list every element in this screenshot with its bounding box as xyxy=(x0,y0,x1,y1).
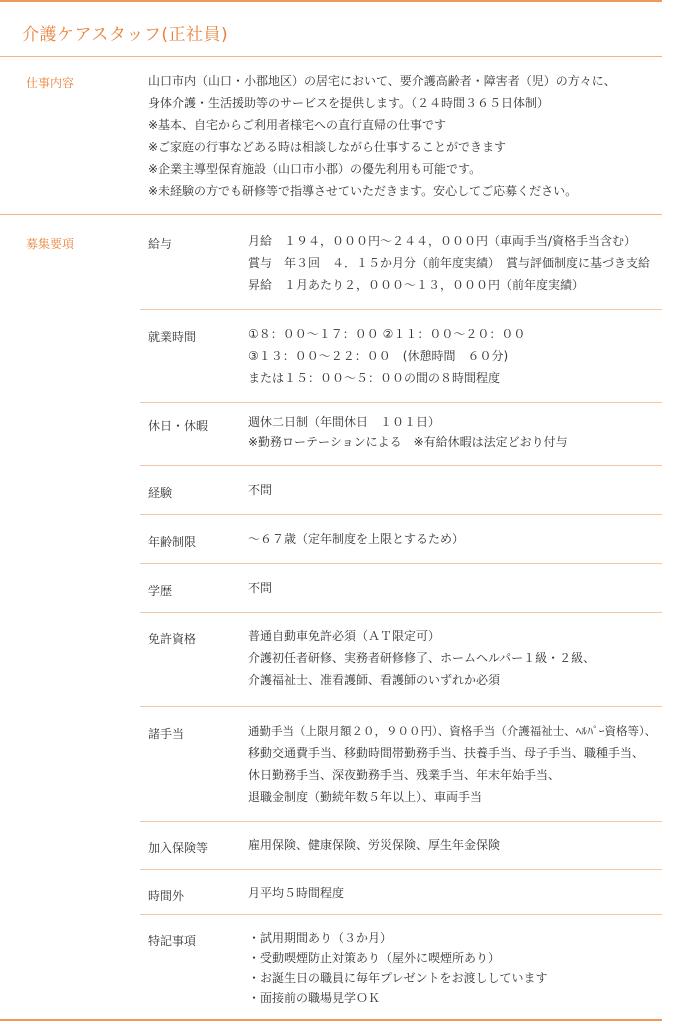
work-line: 山口市内（山口・小郡地区）の居宅において、要介護高齢者・障害者（児）の方々に、 xyxy=(148,74,616,88)
row-value-insurance xyxy=(248,834,500,856)
row-value-overtime xyxy=(248,882,344,904)
row-label-allowances: 諸手当 xyxy=(148,727,185,741)
row-value-age-limit xyxy=(248,528,464,550)
value-line: 不問 xyxy=(248,581,273,595)
value-line: 雇用保険、健康保険、労災保険、厚生年金保険 xyxy=(248,838,501,852)
value-line: 普通自動車免許必須（ＡＴ限定可） xyxy=(248,629,441,643)
row-label-holidays: 休日・休暇 xyxy=(148,419,209,433)
top-divider xyxy=(0,0,662,2)
work-line: ※ご家庭の行事などある時は相談しながら仕事することができます xyxy=(148,140,507,154)
row-label-hours: 就業時間 xyxy=(148,330,197,344)
value-line: 移動交通費手当、移動時間帯勤務手当、扶養手当、母子手当、職種手当、 xyxy=(248,746,645,760)
value-line: ・面接前の職場見学ＯＫ xyxy=(248,991,381,1005)
value-line: 月平均５時間程度 xyxy=(248,886,345,900)
row-divider xyxy=(140,869,662,870)
bottom-divider xyxy=(0,1019,662,1021)
row-label-education: 学歴 xyxy=(148,584,173,598)
work-line: 身体介護・生活援助等のサービスを提供します。（２４時間３６５日体制） xyxy=(148,96,550,110)
value-line: ③１３：００〜２２：００ (休憩時間 ６０分) xyxy=(248,349,509,363)
row-divider xyxy=(140,465,662,466)
value-line: または１５：００〜５：００の間の８時間程度 xyxy=(248,371,501,385)
value-line: 退職金制度（勤続年数５年以上）、車両手当 xyxy=(248,790,483,804)
row-value-holidays xyxy=(248,412,568,452)
row-value-allowances xyxy=(248,720,656,808)
row-value-licenses xyxy=(248,625,595,691)
row-divider xyxy=(140,914,662,915)
row-label-overtime: 時間外 xyxy=(148,889,185,903)
row-divider xyxy=(140,402,662,403)
value-line: 不問 xyxy=(248,483,273,497)
work-line: ※企業主導型保育施設（山口市小郡）の優先利用も可能です。 xyxy=(148,162,482,176)
row-label-age-limit: 年齢制限 xyxy=(148,535,197,549)
work-line: ※未経験の方でも研修等で指導させていただきます。安心してご応募ください。 xyxy=(148,184,578,198)
value-line: ①８：００〜１７：００ ②１１：００〜２０：００ xyxy=(248,327,526,341)
value-line: ※勤務ローテーションによる ※有給休暇は法定どおり付与 xyxy=(248,435,568,449)
work-line: ※基本、自宅からご利用者様宅への直行直帰の仕事です xyxy=(148,118,447,132)
value-line: 〜６７歳（定年制度を上限とするため） xyxy=(248,532,465,546)
section-divider xyxy=(0,214,662,215)
value-line: 介護初任者研修、実務者研修修了、ホームヘルパー１級・２級、 xyxy=(248,651,596,665)
recruit-section-label: 募集要項 xyxy=(26,237,75,251)
row-value-experience xyxy=(248,479,272,501)
value-line: 昇給 １月あたり２，０００〜１３，０００円（前年度実績） xyxy=(248,278,585,292)
row-divider xyxy=(140,612,662,613)
row-label-insurance: 加入保険等 xyxy=(148,841,209,855)
row-value-education xyxy=(248,577,272,599)
value-line: 週休二日制（年間休日 １０１日） xyxy=(248,415,441,429)
value-line: ・受動喫煙防止対策あり（屋外に喫煙所あり） xyxy=(248,951,501,965)
row-divider xyxy=(140,706,662,707)
work-section-label: 仕事内容 xyxy=(26,76,75,90)
value-line: 通勤手当（上限月額２０，９００円）、資格手当（介護福祉士、ﾍﾙﾊﾟｰ資格等）、 xyxy=(248,724,657,738)
value-line: ・お誕生日の職員に毎年プレゼントをお渡ししています xyxy=(248,971,548,985)
row-divider xyxy=(140,514,662,515)
work-description xyxy=(148,70,616,202)
value-line: 休日勤務手当、深夜勤務手当、残業手当、年末年始手当、 xyxy=(248,768,561,782)
value-line: 介護福祉士、准看護師、看護師のいずれか必須 xyxy=(248,673,501,687)
row-label-experience: 経験 xyxy=(148,486,173,500)
row-label-notes: 特記事項 xyxy=(148,934,197,948)
title-divider xyxy=(0,56,662,57)
row-divider xyxy=(140,563,662,564)
row-divider xyxy=(140,309,662,310)
value-line: 賞与 年３回 ４．１５か月分（前年度実績） 賞与評価制度に基づき支給 xyxy=(248,256,651,270)
row-value-hours xyxy=(248,323,525,389)
row-divider xyxy=(140,821,662,822)
value-line: ・試用期間あり（３か月） xyxy=(248,931,393,945)
row-value-notes xyxy=(248,928,548,1008)
row-value-salary xyxy=(248,230,650,296)
row-label-salary: 給与 xyxy=(148,237,173,251)
row-label-licenses: 免許資格 xyxy=(148,632,197,646)
page-title: 介護ケアスタッフ(正社員) xyxy=(22,25,229,45)
value-line: 月給 １９４，０００円〜２４４，０００円（車両手当/資格手当含む） xyxy=(248,234,637,248)
